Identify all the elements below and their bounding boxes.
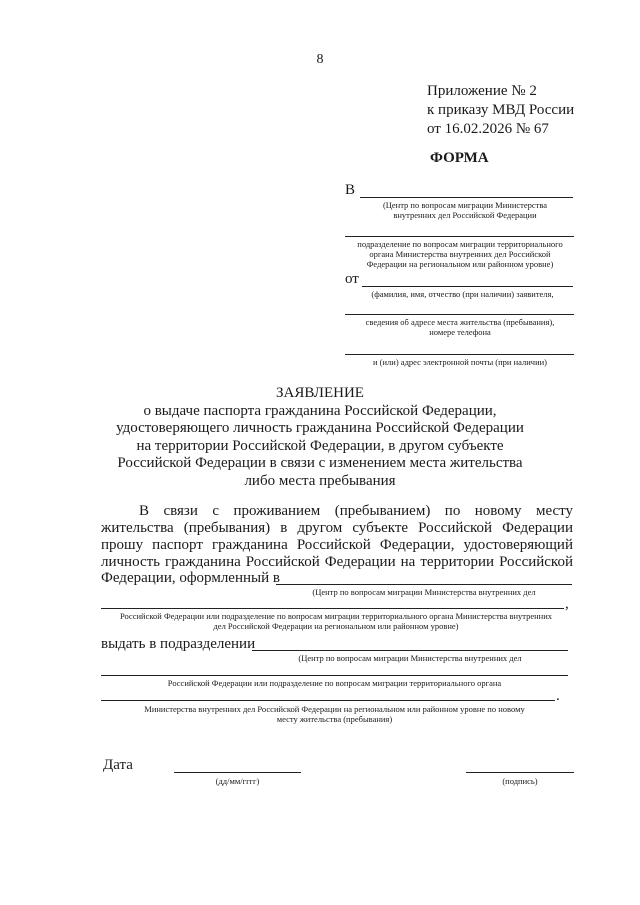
issuer-hint-2b: дел Российской Федерации на региональном или районном уровне) (213, 621, 459, 631)
title-line-3: на территории Российской Федерации, в другом субъекте (136, 437, 504, 454)
to-hint-1: (Центр по вопросам миграции Министерства (382, 200, 548, 210)
annex-line-2: к приказу МВД России (427, 102, 575, 118)
title-line-2: удостоверяющего личность гражданина Российской Федерации (116, 420, 524, 436)
address-hint (340, 317, 580, 337)
issuer-hint-1: (Центр по вопросам миграции Министерства внутренних дел (312, 587, 536, 597)
title-line-1: о выдаче паспорта гражданина Российской Федерации, (143, 402, 497, 419)
annex-line-1: Приложение № 2 (427, 83, 537, 99)
issue-period: . (556, 688, 560, 704)
title-line-5: либо места пребывания (244, 472, 396, 489)
from-hint: (фамилия, имя, отчество (при наличии) заявителя, (371, 289, 554, 299)
to-hint (345, 200, 585, 220)
body-line-2: жительства (пребывания) в другом субъекте Российской Федерации (101, 520, 573, 536)
title-line-4: Российской Федерации в связи с изменением места жительства (117, 455, 523, 471)
body-line-3: прошу паспорт гражданина Российской Федерации, удостоверяющий (101, 537, 573, 553)
signature-hint: (подпись) (502, 776, 538, 786)
issue-hint-2: Российской Федерации или подразделение по вопросам миграции территориального органа (167, 678, 502, 688)
issuer-line-2 (101, 608, 564, 609)
addr-hint-2: номере телефона (429, 327, 491, 337)
date-label: Дата (103, 757, 133, 773)
annex-block (427, 82, 574, 139)
issue-hint-3a: Министерства внутренних дел Российской Федерации на региональном или районном уровне по новому (144, 704, 525, 714)
body-line-5: Федерации, оформленный в (101, 570, 280, 586)
issue-label: выдать в подразделении (101, 636, 256, 652)
annex-line-3: от 16.02.2026 № 67 (427, 121, 549, 137)
addr-hint-1: сведения об адресе места жительства (пребывания), (365, 317, 555, 327)
date-line (174, 772, 301, 773)
sub-hint-2: органа Министерства внутренних дел Российской (369, 249, 551, 259)
issue-hint-3 (101, 704, 568, 724)
issuer-hint-2 (96, 611, 576, 631)
subdivision-hint (335, 239, 585, 269)
page-number: 8 (316, 52, 324, 67)
issuer-line-1 (276, 584, 572, 585)
sub-hint-1: подразделение по вопросам миграции территориального (357, 239, 563, 249)
document-title (100, 385, 540, 490)
email-line (345, 354, 574, 355)
issuer-comma: , (565, 596, 569, 612)
issue-line-3 (101, 700, 555, 701)
issuer-hint-2a: Российской Федерации или подразделение по вопросам миграции территориального органа Министерства внутренних (119, 611, 553, 621)
title-word: ЗАЯВЛЕНИЕ (276, 385, 364, 401)
address-line (345, 314, 574, 315)
signature-line (466, 772, 574, 773)
body-line-1: В связи с проживанием (пребыванием) по новому месту (139, 503, 573, 519)
email-hint: и (или) адрес электронной почты (при наличии) (373, 357, 547, 367)
subdivision-line (345, 236, 574, 237)
from-prefix: от (345, 271, 359, 287)
body-line-4: личность гражданина Российской Федерации на территории Российской (101, 554, 573, 570)
form-label: ФОРМА (430, 150, 489, 166)
issue-line-1 (252, 650, 568, 651)
to-hint-2: внутренних дел Российской Федерации (393, 210, 537, 220)
issue-line-2 (101, 675, 568, 676)
to-line (360, 197, 573, 198)
issue-hint-1: (Центр по вопросам миграции Министерства внутренних дел (298, 653, 522, 663)
date-hint: (дд/мм/гггг) (215, 776, 260, 786)
from-line (362, 286, 573, 287)
to-prefix: В (345, 182, 356, 198)
issue-hint-3b: месту жительства (пребывания) (276, 714, 393, 724)
sub-hint-3: Федерации на региональном или районном уровне) (366, 259, 554, 269)
